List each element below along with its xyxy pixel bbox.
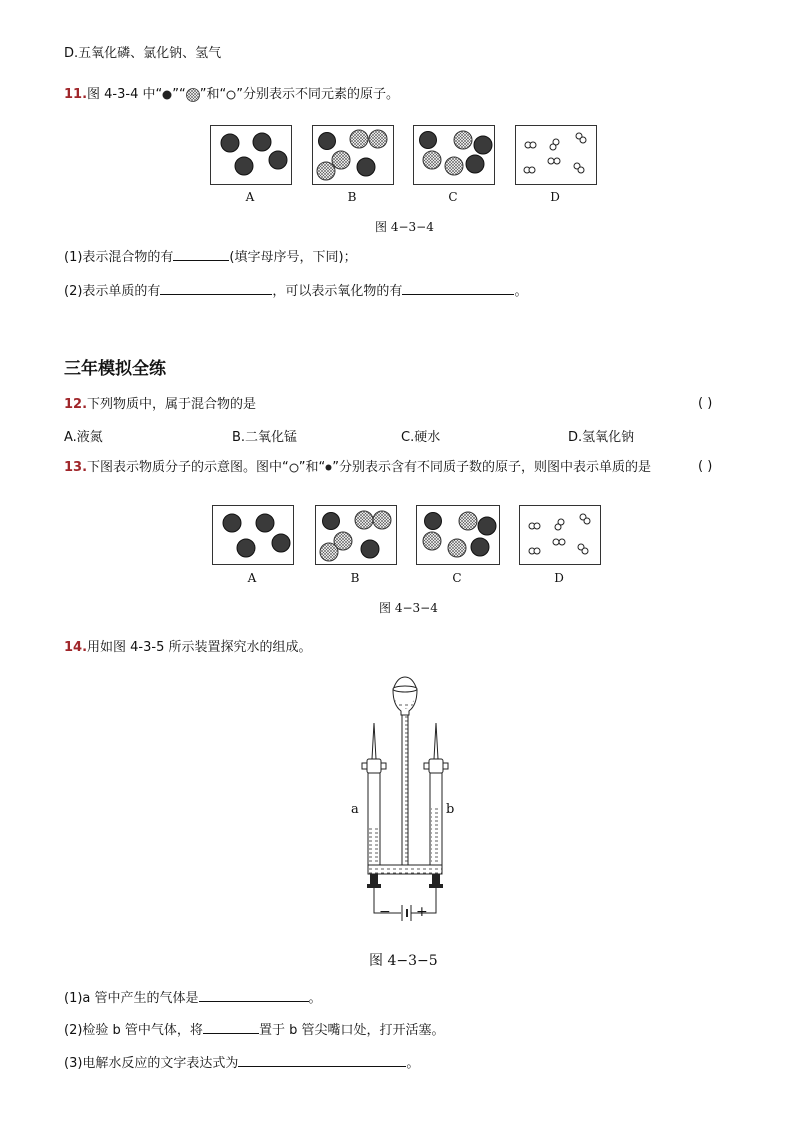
q12-option-b: B.二氧化锰 bbox=[232, 430, 298, 445]
q13-stem: 13.下图表示物质分子的示意图。图中“ ”和“ ”分别表示含有不同质子数的原子，则图中表示单质的是 bbox=[64, 460, 652, 475]
q13-label-a: A bbox=[247, 571, 257, 585]
negative-terminal-label: − bbox=[379, 904, 391, 920]
dark-atom-icon bbox=[162, 90, 172, 100]
q11-number: 11. bbox=[64, 87, 88, 102]
q11-label-a: A bbox=[245, 190, 255, 204]
q14-sub3-blank[interactable] bbox=[238, 1053, 406, 1067]
q14-stem: 14.用如图 4-3-5 所示装置探究水的组成。 bbox=[64, 640, 312, 655]
q11-box-c bbox=[413, 125, 495, 185]
q14-sub1-blank[interactable] bbox=[199, 988, 309, 1002]
q13-figure-caption: 图 4−3−4 bbox=[379, 601, 438, 615]
q14-number: 14. bbox=[64, 640, 88, 655]
q13-box-c bbox=[416, 505, 500, 565]
q13-number: 13. bbox=[64, 460, 88, 475]
q11-sub2-blank-1[interactable] bbox=[160, 281, 272, 295]
tube-b-label: b bbox=[446, 802, 455, 817]
q12-answer-paren: ( ) bbox=[698, 396, 713, 411]
q11-label-c: C bbox=[448, 190, 458, 204]
q11-box-a bbox=[210, 125, 292, 185]
q11-box-b bbox=[312, 125, 394, 185]
q14-figure-caption: 图 4−3−5 bbox=[369, 953, 438, 969]
q13-box-d bbox=[519, 505, 601, 565]
q13-box-b bbox=[315, 505, 397, 565]
q12-option-a: A.液氮 bbox=[64, 430, 103, 445]
q12-number: 12. bbox=[64, 397, 88, 412]
q13-label-b: B bbox=[350, 571, 360, 585]
q12-stem: 12.下列物质中，属于混合物的是 bbox=[64, 397, 257, 412]
q14-sub2: (2)检验 b 管中气体，将 置于 b 管尖嘴口处，打开活塞。 bbox=[64, 1020, 444, 1040]
open-atom-icon bbox=[226, 90, 236, 100]
q14-sub3: (3)电解水反应的文字表达式为 。 bbox=[64, 1053, 419, 1073]
hatched-atom-icon bbox=[186, 88, 200, 102]
q13-label-c: C bbox=[452, 571, 462, 585]
q11-sub2: (2)表示单质的有 ，可以表示氧化物的有 。 bbox=[64, 281, 527, 301]
q13-answer-paren: ( ) bbox=[698, 459, 713, 474]
q14-sub2-blank[interactable] bbox=[203, 1020, 259, 1034]
q11-figure-caption: 图 4−3−4 bbox=[375, 220, 434, 234]
q10-option-d: D.五氧化磷、氯化钠、氢气 bbox=[64, 46, 222, 61]
q11-sub2-blank-2[interactable] bbox=[402, 281, 514, 295]
q11-box-d bbox=[515, 125, 597, 185]
q12-option-d: D.氢氧化钠 bbox=[568, 430, 635, 445]
small-dark-atom-icon bbox=[325, 464, 332, 471]
open-atom-icon bbox=[289, 463, 299, 473]
q14-sub1: (1)a 管中产生的气体是 。 bbox=[64, 988, 322, 1008]
tube-a-label: a bbox=[351, 802, 359, 817]
q13-label-d: D bbox=[554, 571, 564, 585]
q11-stem: 11.图 4-3-4 中“ ”“ ”和“ ”分别表示不同元素的原子。 bbox=[64, 87, 399, 102]
q11-sub1-blank[interactable] bbox=[173, 247, 229, 261]
section-title: 三年模拟全练 bbox=[64, 359, 166, 379]
q11-label-b: B bbox=[347, 190, 357, 204]
q11-sub1: (1)表示混合物的有 (填字母序号，下同)； bbox=[64, 247, 357, 267]
q12-option-c: C.硬水 bbox=[401, 430, 441, 445]
positive-terminal-label: + bbox=[416, 904, 428, 920]
q13-box-a bbox=[212, 505, 294, 565]
q11-label-d: D bbox=[550, 190, 560, 204]
